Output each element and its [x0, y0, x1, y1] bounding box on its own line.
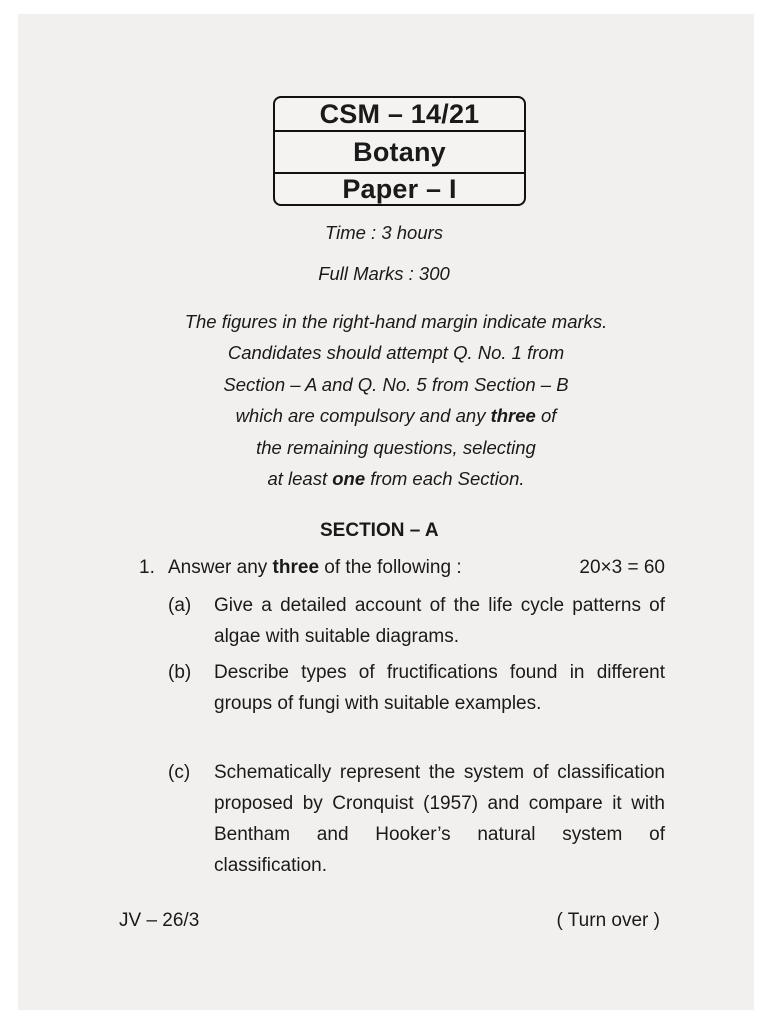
instruction-line: The figures in the right-hand margin indicate marks. [184, 311, 608, 332]
sub-question-text: Give a detailed account of the life cycle patterns of algae with suitable diagrams. [214, 595, 665, 647]
full-marks: Full Marks : 300 [318, 263, 450, 284]
question-marks: 20×3 = 60 [579, 557, 665, 578]
instructions [0, 306, 768, 494]
instruction-line [0, 400, 768, 431]
instruction-fragment: of [535, 405, 557, 427]
section-heading: SECTION – A [320, 520, 439, 541]
question-emphasis: three [272, 557, 320, 578]
sub-question-text: Describe types of fructifications found in different groups of fungi with suitable examples. [214, 662, 665, 714]
instruction-line: the remaining questions, selecting [256, 436, 536, 458]
instruction-emphasis: three [490, 405, 536, 427]
footer-code: JV – 26/3 [119, 910, 200, 931]
title-box [273, 96, 526, 206]
instruction-line: Candidates should attempt Q. No. 1 from [227, 342, 565, 364]
time-allowed: Time : 3 hours [324, 222, 444, 243]
question-number: 1. [139, 557, 155, 578]
paper-code: CSM – 14/21 [275, 98, 524, 132]
instruction-line [0, 463, 768, 494]
turn-over-note: ( Turn over ) [556, 910, 660, 931]
instruction-line: Section – A and Q. No. 5 from Section – B [223, 373, 569, 395]
instruction-fragment: from each Section. [365, 468, 525, 490]
sub-question-label: (b) [168, 662, 192, 683]
instruction-emphasis: one [332, 468, 366, 490]
subject-title: Botany [275, 132, 524, 174]
sub-question-text: Schematically represent the system of classification proposed by Cronquist (1957) and compare it with Bentham and Hooker’s natural system of classification. [214, 762, 665, 876]
question-fragment: Answer any [168, 557, 273, 578]
paper-number: Paper – I [342, 173, 457, 204]
instruction-fragment: at least [267, 468, 333, 490]
question-fragment: of the following : [319, 557, 462, 578]
sub-question-label: (a) [168, 595, 192, 616]
instruction-fragment: which are compulsory and any [235, 405, 491, 427]
question-prompt [168, 557, 462, 579]
sub-question-label: (c) [168, 762, 191, 783]
